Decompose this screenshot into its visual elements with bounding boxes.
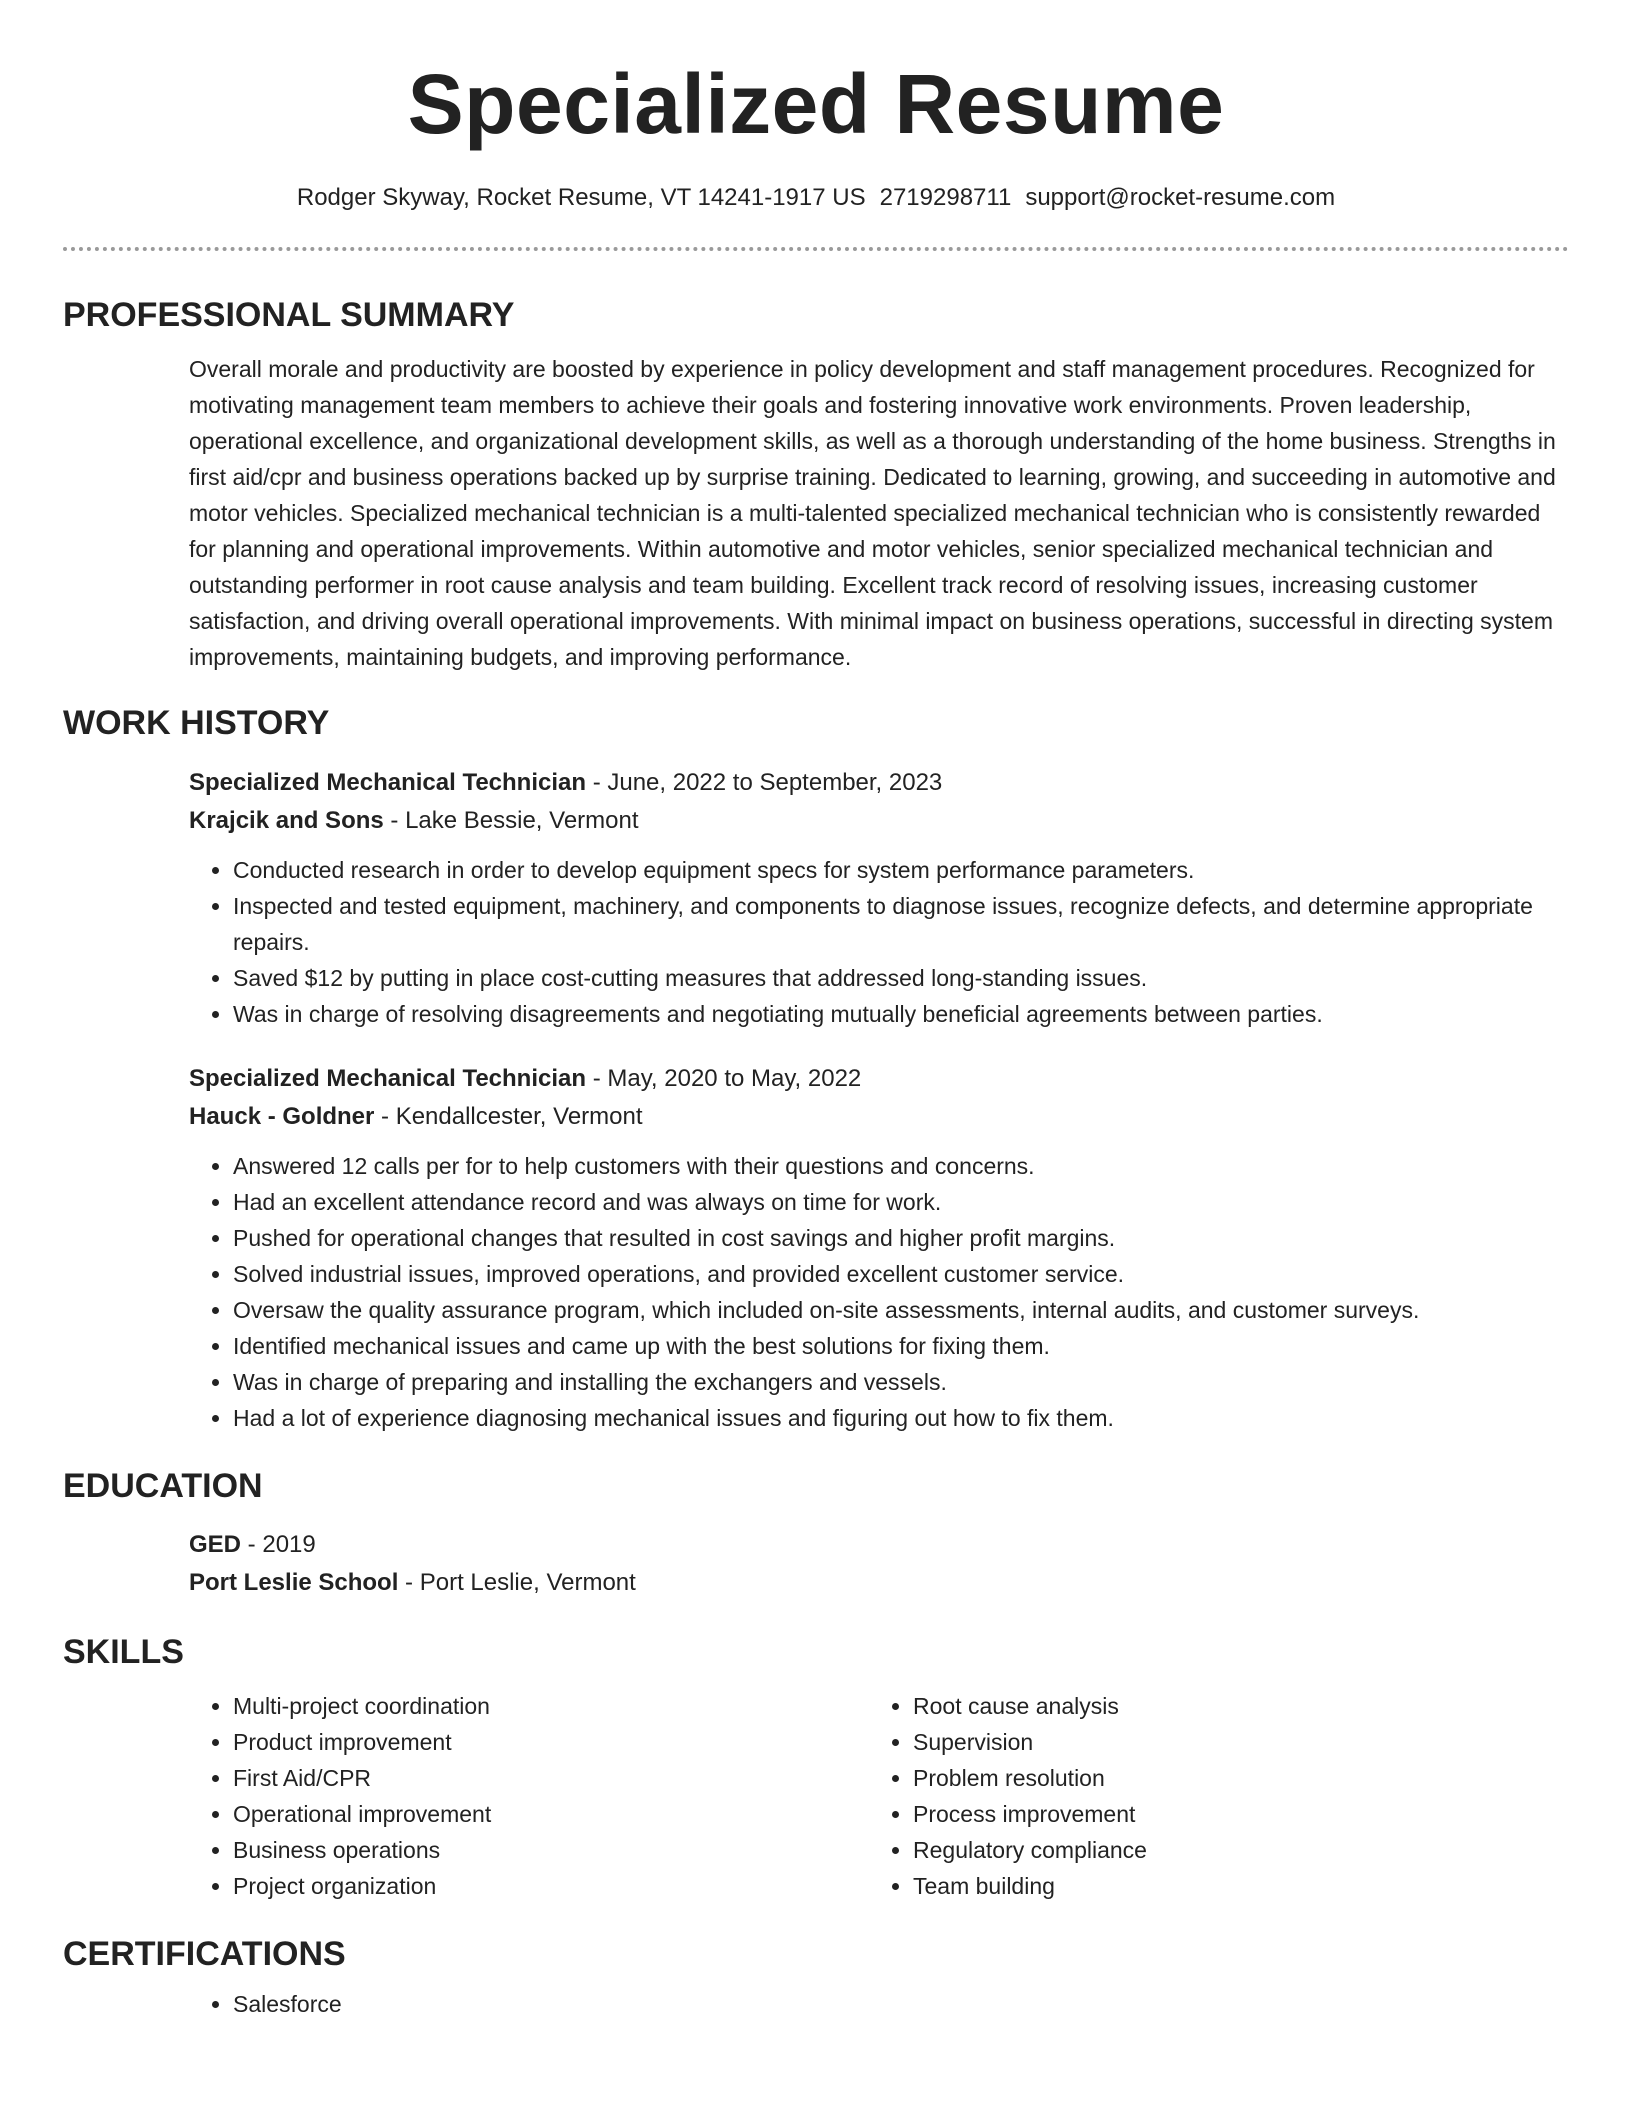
list-item: • Operational improvement: [233, 1796, 869, 1832]
job-company: Krajcik and Sons: [189, 807, 384, 834]
contact-line: [0, 183, 1632, 213]
skills-list: [189, 1688, 1569, 1904]
education-school: Port Leslie School: [189, 1569, 399, 1596]
certifications-section: [189, 1986, 1569, 2022]
job-dates: - June, 2022 to September, 2023: [586, 769, 943, 796]
list-item: • Supervision: [913, 1724, 1549, 1760]
job-title-line: [189, 764, 1569, 802]
header-divider: [63, 247, 1569, 251]
list-item: • First Aid/CPR: [233, 1760, 869, 1796]
job-location: - Lake Bessie, Vermont: [383, 807, 639, 834]
list-item: • Had a lot of experience diagnosing mechanical issues and figuring out how to fix them.: [233, 1400, 1569, 1436]
skills-heading: SKILLS: [63, 1633, 184, 1671]
list-item: • Salesforce: [233, 1986, 1569, 2022]
contact-phone: 2719298711: [879, 184, 1012, 211]
list-item: • Was in charge of resolving disagreements and negotiating mutually beneficial agreements between parties.: [233, 996, 1569, 1032]
education-degree: GED: [189, 1531, 242, 1558]
job-dates: - May, 2020 to May, 2022: [586, 1065, 862, 1092]
list-item: • Answered 12 calls per for to help customers with their questions and concerns.: [233, 1148, 1569, 1184]
education-entry: [189, 1526, 1569, 1602]
job-bullets: [189, 1148, 1569, 1436]
education-heading: EDUCATION: [63, 1467, 263, 1505]
list-item: • Multi-project coordination: [233, 1688, 869, 1724]
list-item: • Root cause analysis: [913, 1688, 1549, 1724]
list-item: • Regulatory compliance: [913, 1832, 1549, 1868]
summary-heading: PROFESSIONAL SUMMARY: [63, 296, 515, 334]
job-entry: [189, 1060, 1569, 1436]
job-company-line: [189, 1098, 1569, 1136]
list-item: • Problem resolution: [913, 1760, 1549, 1796]
list-item: • Process improvement: [913, 1796, 1549, 1832]
certifications-list: [189, 1986, 1569, 2022]
job-location: - Kendallcester, Vermont: [374, 1103, 643, 1130]
contact-email[interactable]: support@rocket-resume.com: [1025, 184, 1336, 211]
list-item: • Had an excellent attendance record and was always on time for work.: [233, 1184, 1569, 1220]
list-item: • Team building: [913, 1868, 1549, 1904]
list-item: • Identified mechanical issues and came up with the best solutions for fixing them.: [233, 1328, 1569, 1364]
list-item: • Product improvement: [233, 1724, 869, 1760]
certifications-heading: CERTIFICATIONS: [63, 1935, 346, 1973]
job-role: Specialized Mechanical Technician: [189, 1065, 587, 1092]
job-role: Specialized Mechanical Technician: [189, 769, 587, 796]
list-item: • Inspected and tested equipment, machinery, and components to diagnose issues, recognize defects, and determine appropriate repairs.: [233, 888, 1569, 960]
education-degree-line: [189, 1526, 1569, 1564]
job-company-line: [189, 802, 1569, 840]
list-item: • Saved $12 by putting in place cost-cutting measures that addressed long-standing issues.: [233, 960, 1569, 996]
list-item: • Pushed for operational changes that resulted in cost savings and higher profit margins.: [233, 1220, 1569, 1256]
summary-section: [189, 351, 1569, 675]
education-school-line: [189, 1564, 1569, 1602]
list-item: • Solved industrial issues, improved operations, and provided excellent customer service.: [233, 1256, 1569, 1292]
job-title-line: [189, 1060, 1569, 1098]
list-item: • Project organization: [233, 1868, 869, 1904]
list-item: • Oversaw the quality assurance program, which included on-site assessments, internal audits, and customer surveys.: [233, 1292, 1569, 1328]
list-item: • Business operations: [233, 1832, 869, 1868]
skills-column-right: [869, 1688, 1549, 1904]
list-item: • Conducted research in order to develop equipment specs for system performance parameters.: [233, 852, 1569, 888]
job-entry: [189, 764, 1569, 1032]
job-bullets: [189, 852, 1569, 1032]
education-location: - Port Leslie, Vermont: [398, 1569, 636, 1596]
skills-column-left: [189, 1688, 869, 1904]
job-company: Hauck - Goldner: [189, 1103, 375, 1130]
resume-name: Specialized Resume: [407, 57, 1225, 151]
education-year: - 2019: [241, 1531, 316, 1558]
work-history-heading: WORK HISTORY: [63, 704, 330, 742]
list-item: • Was in charge of preparing and installing the exchangers and vessels.: [233, 1364, 1569, 1400]
contact-address: Rodger Skyway, Rocket Resume, VT 14241-1917 US: [296, 184, 866, 211]
summary-text: Overall morale and productivity are boosted by experience in policy development and staff management procedures. Recognized for motivating management team members to achieve their goals and fostering innovative work environments. Proven leadership, operational excellence, and organizational development skills, as well as a thorough understanding of the home business. Strengths in first aid/cpr and business operations backed up by surprise training. Dedicated to learning, growing, and succeeding in automotive and motor vehicles. Specialized mechanical technician is a multi-talented specialized mechanical technician who is consistently rewarded for planning and operational improvements. Within automotive and motor vehicles, senior specialized mechanical technician and outstanding performer in root cause analysis and team building. Excellent track record of resolving issues, increasing customer satisfaction, and driving overall operational improvements. With minimal impact on business operations, successful in directing system improvements, maintaining budgets, and improving performance.: [189, 356, 1556, 670]
